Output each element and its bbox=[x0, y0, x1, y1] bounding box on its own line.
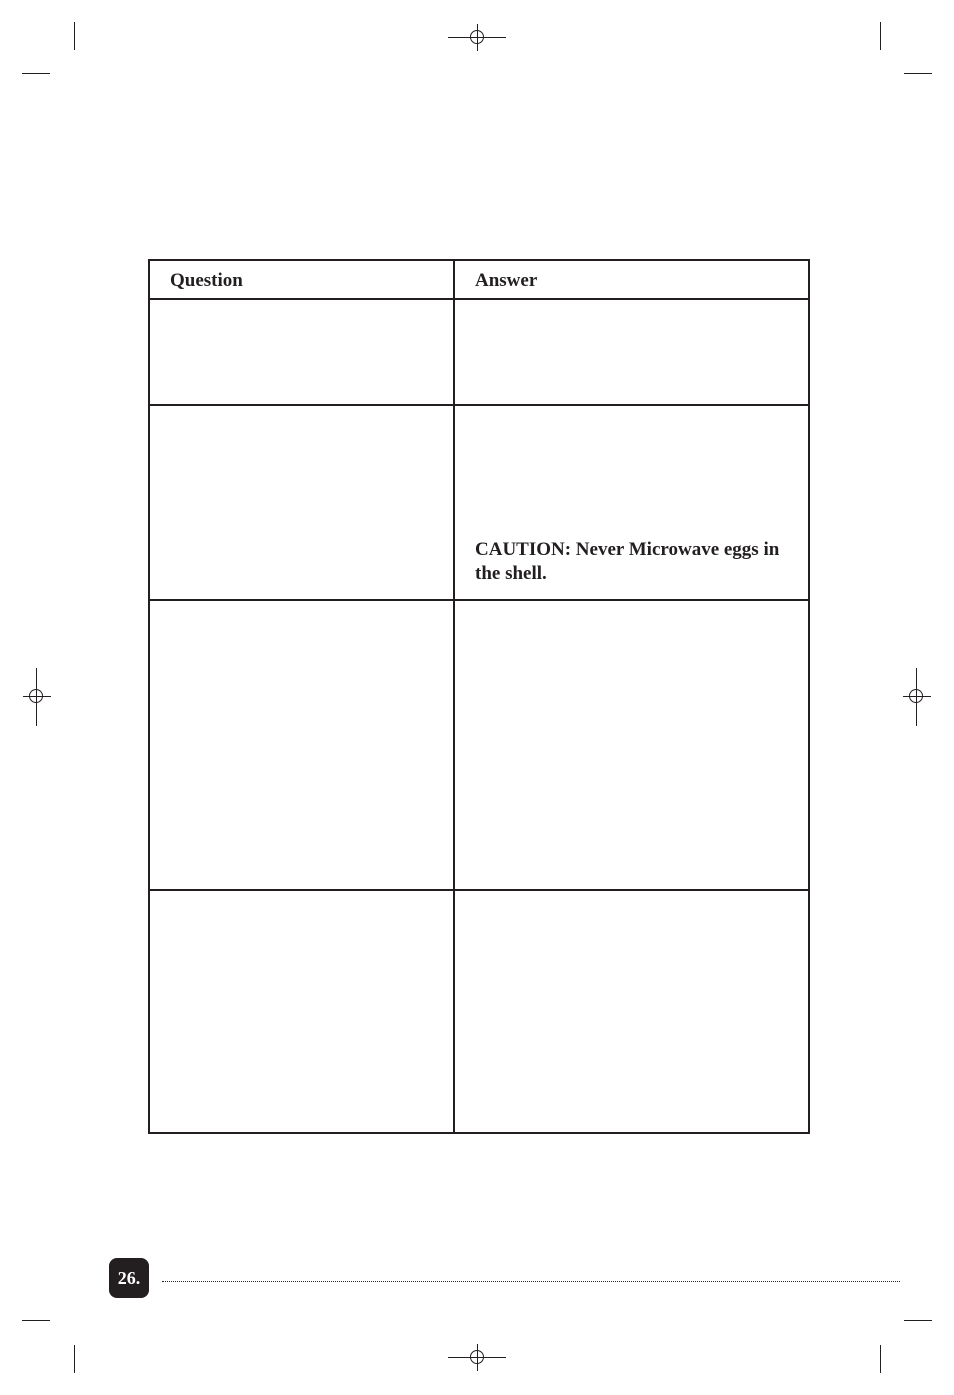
answer-cell bbox=[454, 299, 809, 405]
crop-mark-top-right-v bbox=[880, 22, 881, 50]
answer-cell bbox=[454, 405, 809, 600]
table-header-row bbox=[149, 260, 809, 299]
question-cell bbox=[149, 890, 454, 1133]
table-row bbox=[149, 405, 809, 600]
registration-target-right-icon bbox=[909, 689, 923, 703]
answer-cell bbox=[454, 600, 809, 890]
question-cell bbox=[149, 600, 454, 890]
table-row bbox=[149, 600, 809, 890]
crop-mark-bottom-left-h bbox=[22, 1320, 50, 1321]
crop-mark-top-left-v bbox=[74, 22, 75, 50]
crop-mark-bottom-right-h bbox=[904, 1320, 932, 1321]
registration-target-left-icon bbox=[29, 689, 43, 703]
answer-cell bbox=[454, 890, 809, 1133]
caution-note: CAUTION: Never Microwave eggs in the shell. bbox=[475, 539, 780, 584]
column-header-question: Question bbox=[149, 260, 454, 299]
registration-target-bottom-icon bbox=[470, 1350, 484, 1364]
table-row bbox=[149, 890, 809, 1133]
table-row bbox=[149, 299, 809, 405]
crop-mark-top-left-h bbox=[22, 73, 50, 74]
crop-mark-top-right-h bbox=[904, 73, 932, 74]
question-cell bbox=[149, 405, 454, 600]
crop-mark-bottom-right-v bbox=[880, 1345, 881, 1373]
question-answer-table bbox=[148, 259, 810, 1134]
question-cell bbox=[149, 299, 454, 405]
registration-target-top-icon bbox=[470, 30, 484, 44]
crop-mark-bottom-left-v bbox=[74, 1345, 75, 1373]
page-number: 26. bbox=[117, 1267, 141, 1288]
page-number-badge bbox=[109, 1258, 149, 1298]
footer-dotted-rule bbox=[162, 1281, 900, 1282]
column-header-answer: Answer bbox=[454, 260, 809, 299]
